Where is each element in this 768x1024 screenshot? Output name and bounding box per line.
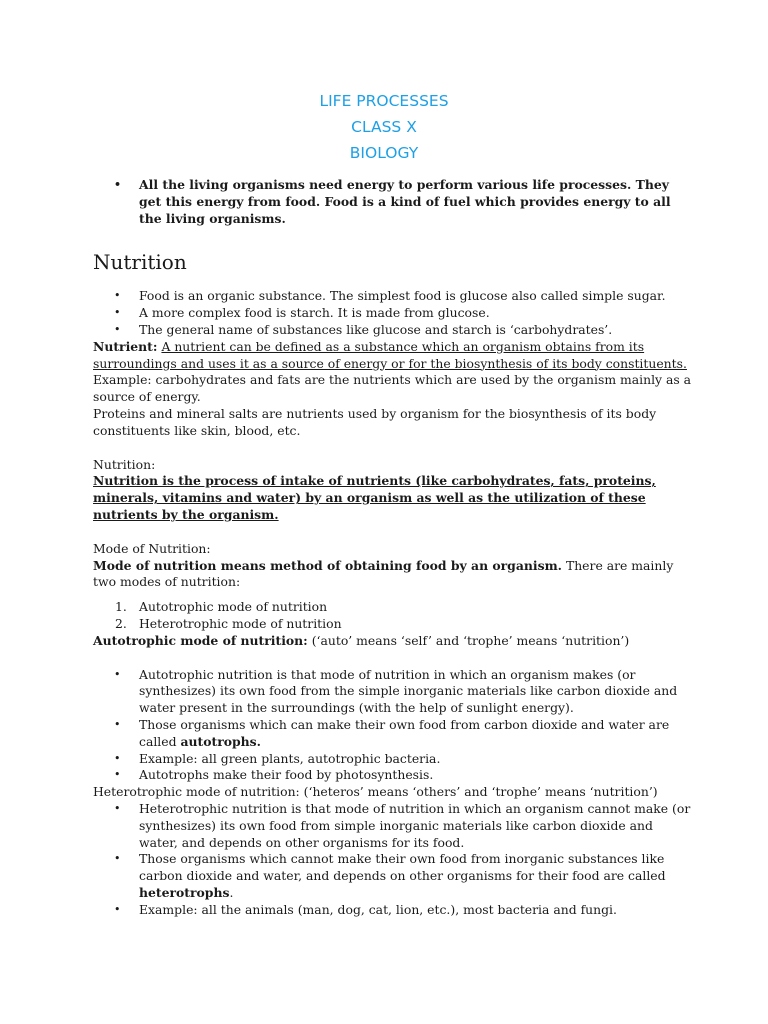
list-item: • Autotrophic nutrition is that mode of nutrition in which an organism makes (or synthesizes) its own food from the simple inorganic materials like carbon dioxide and water present in the surroundings (with the help of sunlight energy).: [93, 667, 693, 717]
list-item: • Those organisms which can make their own food from carbon dioxide and water are called autotrophs.: [93, 717, 693, 751]
nutrition-definition: Nutrition is the process of intake of nutrients (like carbohydrates, fats, proteins, minerals, vitamins and water) by an organism as well as the utilization of these nutrients by the organism.: [93, 473, 656, 522]
food-bullets: [93, 288, 693, 338]
autotrophic-meaning: (‘auto’ means ‘self’ and ‘trophe’ means ‘nutrition’): [307, 632, 630, 648]
nutrient-label: Nutrient:: [93, 338, 158, 354]
list-item: • Example: all the animals (man, dog, cat, lion, etc.), most bacteria and fungi.: [93, 902, 693, 919]
list-item: • Example: all green plants, autotrophic bacteria.: [93, 751, 693, 768]
nutrition-label: Nutrition:: [93, 456, 156, 472]
autotrophic-label: Autotrophic mode of nutrition:: [93, 632, 308, 648]
heterotrophic-bullets: [93, 801, 693, 919]
list-item: • Food is an organic substance. The simplest food is glucose also called simple sugar.: [93, 288, 693, 305]
nutrient-definition-text: A nutrient can be defined as a substance which an organism obtains from its surroundings and uses it as a source of energy or for the biosynthesis of its body constituents.: [93, 338, 687, 371]
list-item: 2. Heterotrophic mode of nutrition: [115, 615, 342, 631]
list-item: • Autotrophs make their food by photosynthesis.: [93, 767, 693, 784]
autotrophic-heading: [93, 633, 693, 650]
nutrient-proteins: Proteins and mineral salts are nutrients used by organism for the biosynthesis of its body constituents like skin, blood, etc.: [93, 405, 657, 438]
mode-definition-rest: There are mainly two modes of nutrition:: [93, 557, 674, 590]
list-item: • The general name of substances like glucose and starch is ‘carbohydrates’.: [93, 322, 693, 339]
title-line-1: LIFE PROCESSES: [319, 92, 449, 110]
title-line-3: BIOLOGY: [349, 144, 419, 162]
autotrophic-bullets: [93, 667, 693, 785]
document-body: [93, 177, 693, 918]
nutrient-example: Example: carbohydrates and fats are the nutrients which are used by the organism mainly as a source of energy.: [93, 372, 692, 405]
mode-definition-bold: Mode of nutrition means method of obtaining food by an organism.: [93, 557, 562, 573]
document-title: [0, 88, 768, 166]
modes-list: [93, 599, 693, 633]
nutrient-definition: [93, 339, 693, 373]
intro-bullet: • All the living organisms need energy to perform various life processes. They get this energy from food. Food is a kind of fuel which provides energy to all the living organisms.: [93, 177, 693, 227]
list-item: • Those organisms which cannot make their own food from inorganic substances like carbon dioxide and water, and depends on other organisms for their food are called heterotrophs.: [93, 851, 693, 901]
mode-label: Mode of Nutrition:: [93, 540, 211, 556]
mode-definition: [93, 558, 693, 592]
heterotrophic-heading: Heterotrophic mode of nutrition: (‘heteros’ means ‘others’ and ‘trophe’ means ‘nutrition’): [93, 784, 658, 800]
list-item: 1. Autotrophic mode of nutrition: [115, 599, 328, 615]
list-item: • A more complex food is starch. It is made from glucose.: [93, 305, 693, 322]
title-line-2: CLASS X: [351, 118, 417, 136]
section-heading-nutrition: Nutrition: [93, 250, 187, 275]
intro-list: [93, 177, 693, 227]
list-item: • Heterotrophic nutrition is that mode of nutrition in which an organism cannot make (or synthesizes) its own food from simple inorganic materials like carbon dioxide and water, and depends on other organisms for its food.: [93, 801, 693, 851]
